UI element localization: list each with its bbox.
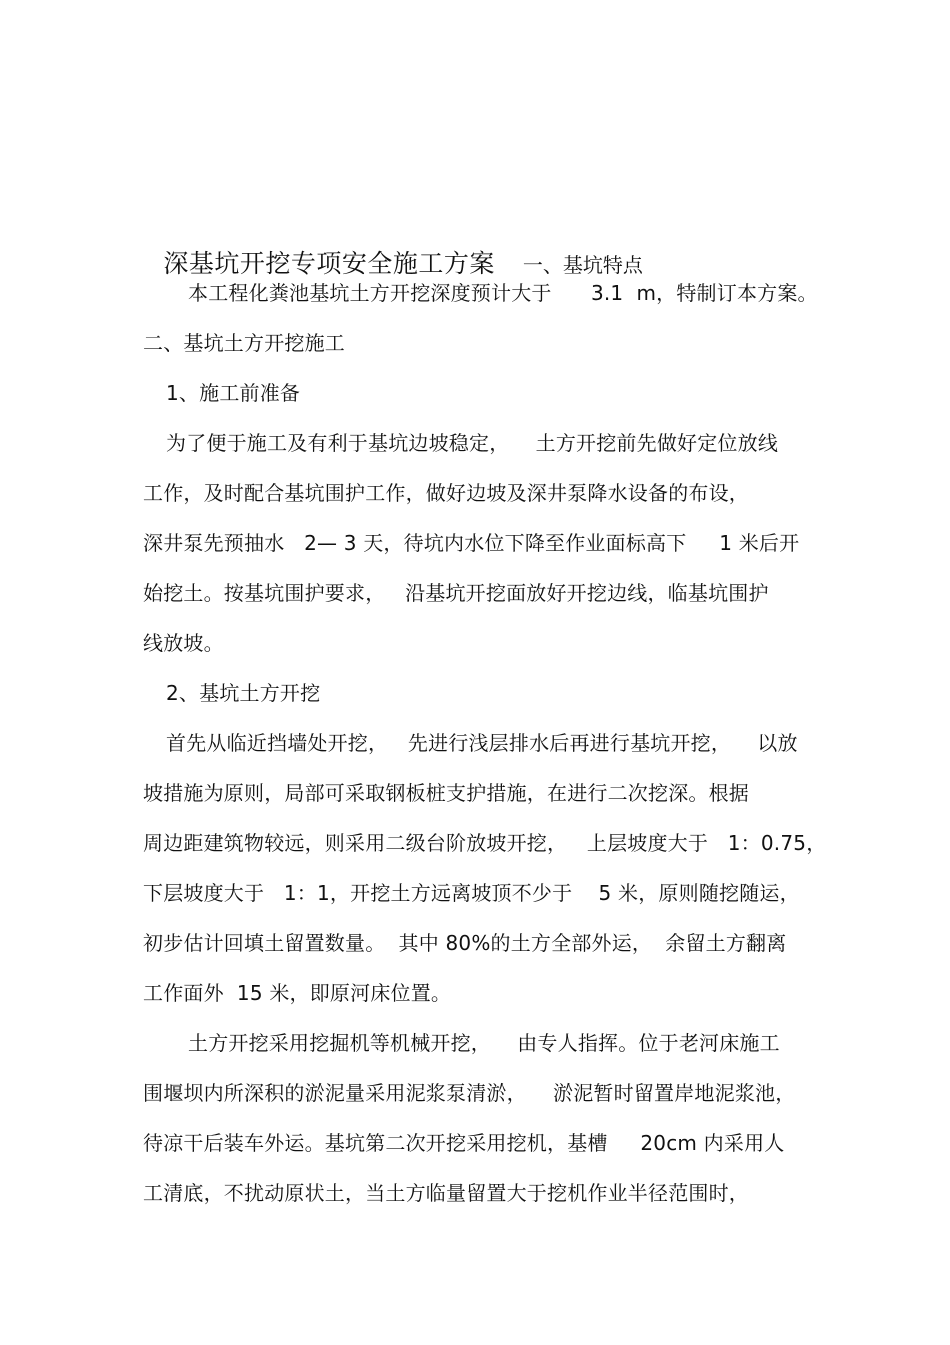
paragraph-line: 坡措施为原则，局部可采取钢板桩支护措施，在进行二次挖深。根据 — [143, 781, 749, 805]
paragraph-line: 工作面外 15 米，即原河床位置。 — [143, 981, 452, 1005]
section-heading-1: 一、基坑特点 — [522, 253, 643, 277]
paragraph-line: 工作，及时配合基坑围护工作，做好边坡及深井泵降水设备的布设， — [143, 481, 749, 505]
paragraph-line: 周边距建筑物较远，则采用二级台阶放坡开挖， 上层坡度大于 1：0.75， — [143, 831, 827, 855]
section-heading-2: 二、基坑土方开挖施工 — [143, 331, 345, 355]
subsection-heading-1: 1、施工前准备 — [166, 381, 301, 405]
paragraph-line: 下层坡度大于 1：1，开挖土方远离坡顶不少于 5 米，原则随挖随运， — [143, 881, 800, 905]
paragraph-line: 待凉干后装车外运。基坑第二次开挖采用挖机，基槽 20cm 内采用人 — [143, 1131, 785, 1155]
paragraph-line: 始挖土。按基坑围护要求， 沿基坑开挖面放好开挖边线，临基坑围护 — [143, 581, 769, 605]
subsection-heading-2: 2、基坑土方开挖 — [166, 681, 321, 705]
paragraph-line: 本工程化粪池基坑土方开挖深度预计大于 3.1 m，特制订本方案。 — [188, 281, 818, 305]
paragraph-line: 初步估计回填土留置数量。 其中 80%的土方全部外运， 余留土方翻离 — [143, 931, 787, 955]
paragraph-line: 深井泵先预抽水 2— 3 天，待坑内水位下降至作业面标高下 1 米后开 — [143, 531, 800, 555]
paragraph-line: 围堰坝内所深积的淤泥量采用泥浆泵清淤， 淤泥暂时留置岸地泥浆池， — [143, 1081, 796, 1105]
paragraph-line: 线放坡。 — [143, 631, 224, 655]
document-title: 深基坑开挖专项安全施工方案 — [163, 249, 495, 278]
paragraph-line: 首先从临近挡墙处开挖， 先进行浅层排水后再进行基坑开挖， 以放 — [166, 731, 798, 755]
paragraph-line: 工清底，不扰动原状土，当土方临量留置大于挖机作业半径范围时， — [143, 1181, 749, 1205]
paragraph-line: 为了便于施工及有利于基坑边坡稳定， 土方开挖前先做好定位放线 — [166, 431, 779, 455]
paragraph-line: 土方开挖采用挖掘机等机械开挖， 由专人指挥。位于老河床施工 — [188, 1031, 780, 1055]
